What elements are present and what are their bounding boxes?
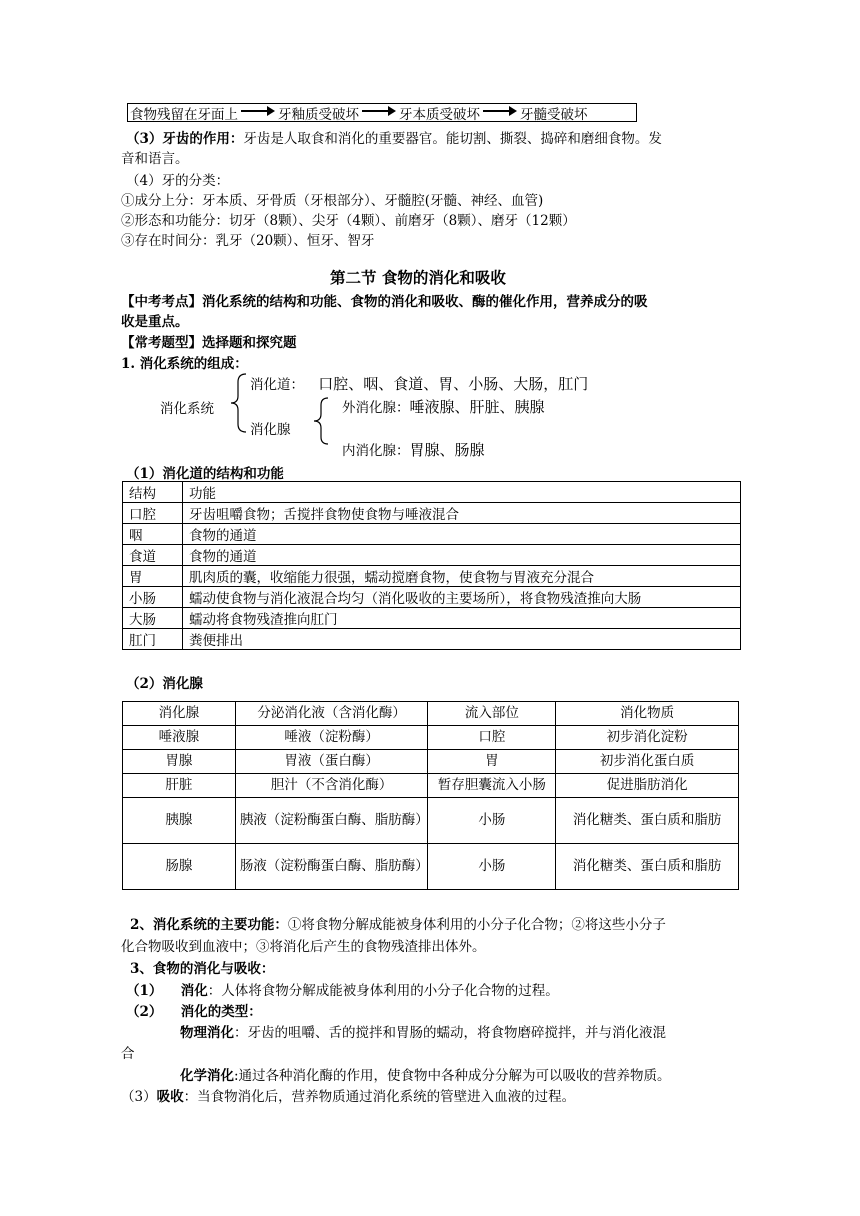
teeth-function-cont: 音和语言。 — [121, 151, 189, 167]
arrow-right-icon — [241, 108, 275, 118]
functions-cont: 化合物吸收到血液中；③将消化后产生的食物残渣排出体外。 — [121, 939, 486, 955]
table-header-cell: 结构 — [123, 482, 183, 503]
table-cell: 食物的通道 — [183, 524, 741, 545]
table-row — [123, 608, 741, 629]
table-header-cell: 消化物质 — [556, 702, 739, 726]
table-row — [123, 587, 741, 608]
left-brace-icon — [228, 372, 248, 434]
teeth-function — [126, 127, 662, 147]
digestion-title: 3、食物的消化与吸收： — [130, 961, 275, 977]
digestive-gland-table — [122, 701, 739, 890]
table-cell: 食物的通道 — [183, 545, 741, 566]
table-row — [123, 545, 741, 566]
table-cell: 蠕动使食物与消化液混合均匀（消化吸收的主要场所），将食物残渣推向大肠 — [183, 587, 741, 608]
table-cell: 蠕动将食物残渣推向肛门 — [183, 608, 741, 629]
outer-gland-row — [342, 396, 545, 417]
chain-step: 食物残留在牙面上 — [130, 106, 238, 123]
absorption-label: 吸收 — [156, 1089, 184, 1105]
table-row — [123, 844, 739, 890]
question-type: 【常考题型】选择题和探究题 — [121, 335, 297, 351]
table-row — [123, 503, 741, 524]
table-cell: 消化糖类、蛋白质和脂肪 — [556, 798, 739, 844]
gland-label: 消化腺 — [250, 422, 291, 438]
table-header-cell: 功能 — [183, 482, 741, 503]
tract-row — [250, 373, 588, 394]
table-row — [123, 629, 741, 650]
table-cell: 胆汁（不含消化酶） — [235, 774, 428, 798]
arrow-right-icon — [362, 108, 396, 118]
outer-items: 唾液腺、肝脏、胰腺 — [409, 398, 545, 416]
chain-step: 牙釉质受破坏 — [278, 106, 359, 123]
table-cell: 胃 — [123, 566, 183, 587]
table-cell: 肠腺 — [123, 844, 236, 890]
teeth-function-text: 牙齿是人取食和消化的重要器官。能切割、撕裂、捣碎和磨细食物。发 — [243, 131, 662, 147]
composition-title: 1. 消化系统的组成： — [121, 356, 248, 372]
table-header-row — [123, 482, 741, 503]
table-cell: 肝脏 — [123, 774, 236, 798]
table-cell: 肛门 — [123, 629, 183, 650]
section-title: 第二节 食物的消化和吸收 — [330, 268, 506, 287]
table-cell: 唾液腺 — [123, 726, 236, 750]
table-cell: 粪便排出 — [183, 629, 741, 650]
table-row — [123, 566, 741, 587]
table2-title: （2）消化腺 — [126, 676, 203, 692]
physical-text: ：牙齿的咀嚼、舌的搅拌和胃肠的蠕动，将食物磨碎搅拌，并与消化液混 — [234, 1025, 666, 1041]
table-cell: 消化糖类、蛋白质和脂肪 — [556, 844, 739, 890]
system-functions — [130, 913, 666, 933]
table-row — [123, 524, 741, 545]
inner-label: 内消化腺： — [342, 443, 410, 459]
table-row — [123, 750, 739, 774]
table-cell: 促进脂肪消化 — [556, 774, 739, 798]
inner-gland-row — [342, 439, 485, 460]
item-number: （2） — [126, 1004, 163, 1020]
table-cell: 胰腺 — [123, 798, 236, 844]
digestion-types — [126, 1000, 262, 1020]
table-cell: 咽 — [123, 524, 183, 545]
arrow-right-icon — [483, 108, 517, 118]
inner-items: 胃腺、肠腺 — [409, 441, 485, 459]
table-cell: 小肠 — [428, 798, 556, 844]
tract-items: 口腔、咽、食道、胃、小肠、大肠，肛门 — [318, 375, 589, 393]
table-cell: 肠液（淀粉酶蛋白酶、脂肪酶） — [235, 844, 428, 890]
table-header-row — [123, 702, 739, 726]
table-cell: 胃液（蛋白酶） — [235, 750, 428, 774]
teeth-function-label: （3）牙齿的作用： — [126, 131, 244, 147]
left-brace-icon — [310, 396, 330, 446]
chemical-label: 化学消化 — [180, 1068, 234, 1084]
table1-title: （1）消化道的结构和功能 — [126, 466, 284, 482]
functions-label: 2、消化系统的主要功能： — [130, 917, 288, 933]
table-cell: 小肠 — [428, 844, 556, 890]
digestive-tract-table — [122, 481, 741, 650]
absorption — [121, 1085, 575, 1105]
table-row — [123, 798, 739, 844]
chemical-text: :通过各种消化酶的作用，使食物中各种成分分解为可以吸收的营养物质。 — [234, 1068, 671, 1084]
absorption-text: ：当食物消化后，营养物质通过消化系统的管壁进入血液的过程。 — [183, 1089, 576, 1105]
physical-digestion — [180, 1021, 666, 1041]
table-cell: 小肠 — [123, 587, 183, 608]
table-cell: 胰液（淀粉酶蛋白酶、脂肪酶） — [235, 798, 428, 844]
functions-text: ①将食物分解成能被身体利用的小分子化合物；②将这些小分子 — [287, 917, 666, 933]
digestion-text: ：人体将食物分解成能被身体利用的小分子化合物的过程。 — [207, 983, 559, 999]
physical-label: 物理消化 — [180, 1025, 234, 1041]
table-row — [123, 726, 739, 750]
teeth-class-1: ①成分上分：牙本质、牙骨质（牙根部分）、牙髓腔(牙髓、神经、血管) — [121, 193, 544, 209]
teeth-class-title: （4）牙的分类： — [126, 173, 230, 189]
tree-root: 消化系统 — [160, 401, 214, 417]
teeth-class-2: ②形态和功能分：切牙（8颗）、尖牙（4颗）、前磨牙（8颗）、磨牙（12颗） — [121, 213, 576, 229]
table-cell: 胃腺 — [123, 750, 236, 774]
table-cell: 食道 — [123, 545, 183, 566]
table-cell: 暂存胆囊流入小肠 — [428, 774, 556, 798]
tract-label: 消化道： — [250, 377, 304, 393]
table-cell: 口腔 — [123, 503, 183, 524]
table-cell: 肌肉质的囊，收缩能力很强，蠕动搅磨食物，使食物与胃液充分混合 — [183, 566, 741, 587]
item-number: （3） — [121, 1089, 157, 1105]
table-cell: 口腔 — [428, 726, 556, 750]
table-cell: 唾液（淀粉酶） — [235, 726, 428, 750]
tooth-decay-chain — [127, 103, 637, 122]
outer-label: 外消化腺： — [342, 400, 410, 416]
table-cell: 大肠 — [123, 608, 183, 629]
chain-step: 牙髓受破坏 — [520, 106, 588, 123]
table-cell: 牙齿咀嚼食物；舌搅拌食物使食物与唾液混合 — [183, 503, 741, 524]
table-header-cell: 流入部位 — [428, 702, 556, 726]
table-cell: 初步消化淀粉 — [556, 726, 739, 750]
exam-point: 【中考考点】消化系统的结构和功能、食物的消化和吸收、酶的催化作用，营养成分的吸 — [121, 294, 648, 310]
chain-step: 牙本质受破坏 — [399, 106, 480, 123]
types-colon: ： — [248, 1004, 262, 1020]
physical-cont: 合 — [121, 1046, 135, 1062]
types-label: 消化的类型 — [180, 1004, 249, 1020]
table-header-cell: 消化腺 — [123, 702, 236, 726]
digestion-definition — [126, 979, 559, 999]
table-cell: 胃 — [428, 750, 556, 774]
digestion-label: 消化 — [180, 983, 208, 999]
table-header-cell: 分泌消化液（含消化酶） — [235, 702, 428, 726]
chemical-digestion — [180, 1064, 671, 1084]
table-cell: 初步消化蛋白质 — [556, 750, 739, 774]
exam-point-cont: 收是重点。 — [121, 314, 189, 330]
teeth-class-3: ③存在时间分：乳牙（20颗）、恒牙、智牙 — [121, 233, 375, 249]
table-row — [123, 774, 739, 798]
item-number: （1） — [126, 983, 163, 999]
